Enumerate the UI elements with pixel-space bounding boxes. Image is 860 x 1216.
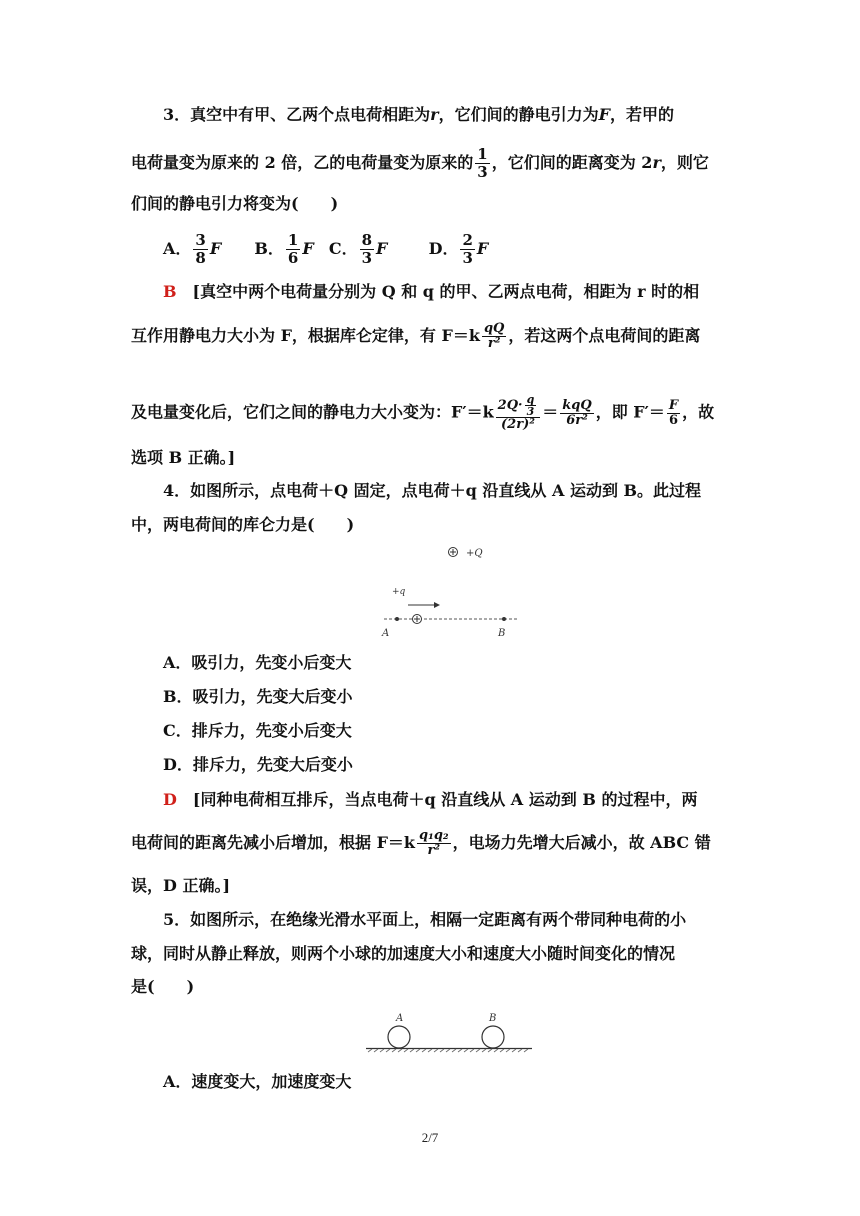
label-B: B [498,628,506,639]
q3-option-a[interactable]: A． $\frac{3}{8}$ F [163,231,222,267]
q4-explanation-line2: 电荷间的距离先减小后增加，根据 F＝k $\frac{\text{q₁q₂}}{\text{r²}}$ ，电场力先增大后减小，故 ABC 错 [131,828,711,858]
q4-line2: 中，两电荷间的库仑力是( ) [131,515,355,534]
fixed-charge-Q [449,548,483,560]
q3-explanation-line3: 及电量变化后，它们之间的静电力大小变为：F′＝k 2Q· $\frac{q}{3}$ (2r)² ＝ $\frac{\text{kqQ}}{\text{6r²}}$ ，即 F′＝ $\frac{F}{6}$ ，故 [131,393,715,432]
q3-option-c[interactable]: C． $\frac{8}{3}$ F [328,231,388,267]
q3-line1: 3．真空中有甲、乙两个点电荷相距为r，它们间的静电引力为F，若甲的 [163,105,674,124]
q3-line3: 们间的静电引力将变为( ) [131,194,339,213]
fraction-qQ-r2: $\frac{qQ}{\text{r²}}$ [483,321,505,351]
q3-options [163,232,488,267]
q4-option-b[interactable]: B．吸引力，先变大后变小 [163,687,353,706]
ball-B [482,1026,504,1048]
q3-answer: B [163,282,177,301]
ball-label-B: B [489,1013,497,1024]
q5-figure [362,1008,538,1060]
page-number: 2/7 [421,1130,439,1145]
q3-explanation-line2: 互作用静电力大小为 F，根据库仑定律，有 F＝k $\frac{qQ}{\text{r²}}$ ，若这两个点电荷间的距离 [131,321,701,351]
q5-option-a[interactable]: A．速度变大，加速度变大 [163,1072,352,1091]
q4-option-d[interactable]: D．排斥力，先变大后变小 [163,755,353,774]
fraction-c: $\frac{8}{3}$ [361,231,373,267]
ball-label-A: A [396,1013,404,1024]
fraction-b: $\frac{1}{6}$ [287,231,299,267]
fraction-q1q2-r2: $\frac{\text{q₁q₂}}{\text{r²}}$ [419,828,449,858]
point-A [395,617,399,621]
q5-line2: 球，同时从静止释放，则两个小球的加速度大小和速度大小随时间变化的情况 [131,944,676,963]
q3-line2: 电荷量变为原来的 2 倍，乙的电荷量变为原来的 $\frac{1}{3}$ ，它们间的距离变为 2r，则它 [131,145,709,181]
q4-option-c[interactable]: C．排斥力，先变小后变大 [163,721,352,740]
velocity-arrow [408,602,440,608]
q4-answer: D [163,790,177,809]
q3-explanation-line1: B [真空中两个电荷量分别为 Q 和 q 的甲、乙两点电荷，相距为 r 时的相 [163,282,700,301]
q4-figure [370,540,530,640]
q4-explanation-line3: 误，D 正确。] [131,876,231,895]
fraction-F-prime: 2Q· $\frac{q}{3}$ (2r)² [496,394,541,432]
fraction-d: $\frac{2}{3}$ [462,231,473,267]
fraction-kqQ-6r2: $\frac{\text{kqQ}}{\text{6r²}}$ [562,397,592,428]
ball-A [388,1026,410,1048]
fraction-one-third: $\frac{1}{3}$ [477,145,488,181]
fraction-F-6: $\frac{F}{6}$ [668,397,679,428]
q3-option-b[interactable]: B． $\frac{1}{6}$ F [254,231,314,267]
ground-hatching [368,1049,528,1052]
q3-explanation-line4: 选项 B 正确。] [131,448,236,467]
q4-line1: 4．如图所示，点电荷＋Q 固定，点电荷＋q 沿直线从 A 运动到 B。此过程 [163,481,702,500]
label-A: A [382,628,390,639]
fraction-a: $\frac{3}{8}$ [195,231,206,267]
label-plus-q: +q [392,587,406,597]
moving-charge-q [413,615,422,624]
q4-option-a[interactable]: A．吸引力，先变小后变大 [163,653,352,672]
svg-text:+Q: +Q [466,548,483,559]
q5-line3: 是( ) [131,977,195,996]
q5-line1: 5．如图所示，在绝缘光滑水平面上，相隔一定距离有两个带同种电荷的小 [163,910,687,929]
q3-option-d[interactable]: D． $\frac{2}{3}$ F [428,231,489,267]
q4-explanation-line1: D [同种电荷相互排斥，当点电荷＋q 沿直线从 A 运动到 B 的过程中，两 [163,790,698,809]
point-B [502,617,506,621]
